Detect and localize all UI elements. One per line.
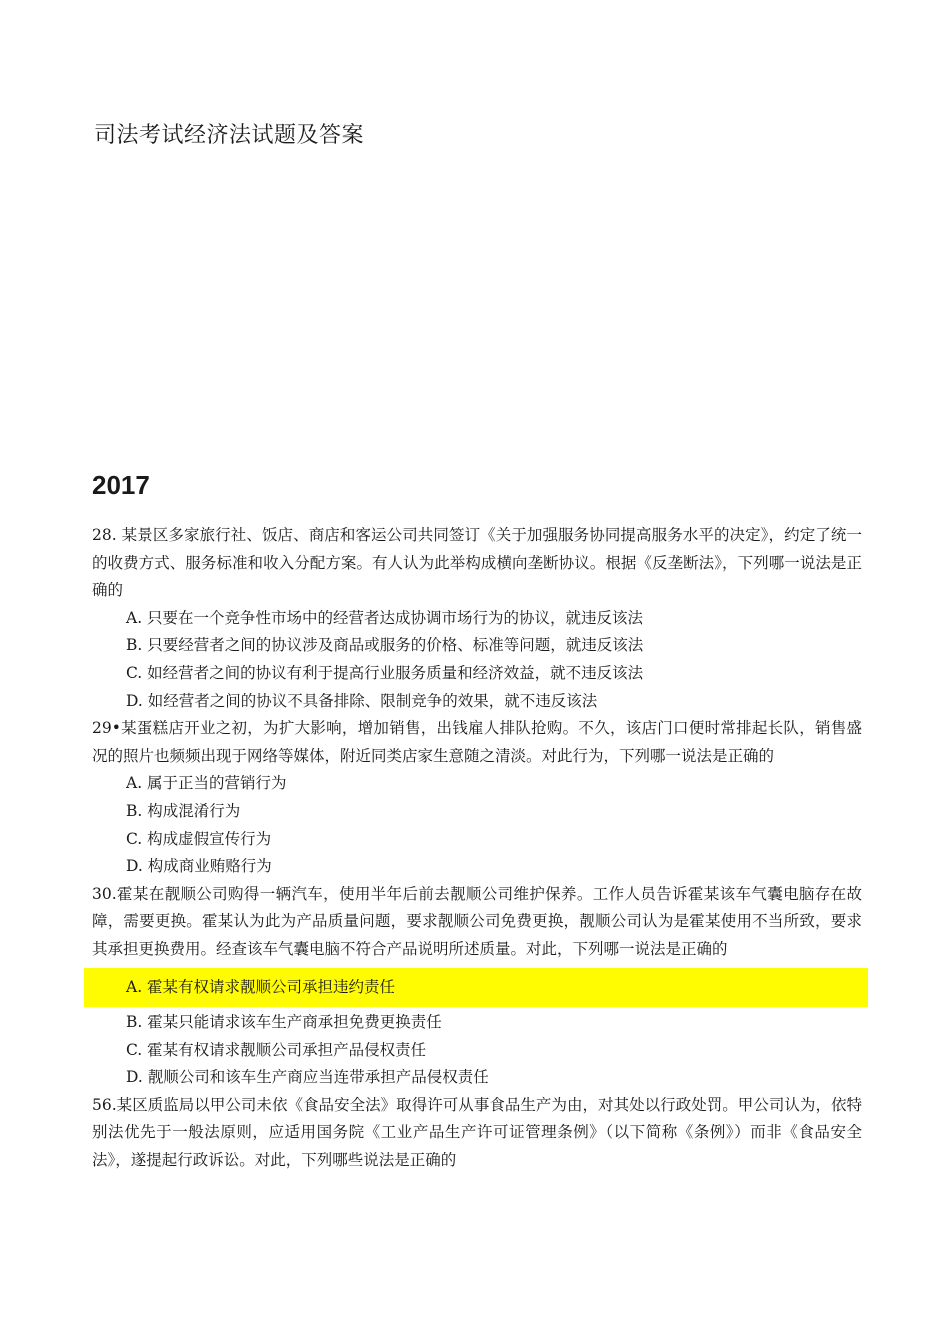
option-a: A. 属于正当的营销行为 [126,774,287,793]
question-stem: 29•某蛋糕店开业之初，为扩大影响，增加销售，出钱雇人排队抢购。不久，该店门口便时常排起长队，销售盛况的照片也频频出现于网络等媒体，附近同类店家生意随之清淡。对此行为，下列哪一说法是正确的 [92,719,862,765]
document-title: 司法考试经济法试题及答案 [94,123,365,148]
question-list [92,522,862,1175]
question-stem: 30.霍某在靓顺公司购得一辆汽车，使用半年后前去靓顺公司维护保养。工作人员告诉霍某该车气囊电脑存在故障，需要更换。霍某认为此为产品质量问题，要求靓顺公司免费更换，靓顺公司认为是霍某使用不当所致，要求其承担更换费用。经查该车气囊电脑不符合产品说明所述质量。对此，下列哪一说法是正确的 [92,884,862,958]
question-28 [92,522,862,715]
option-c: C. 霍某有权请求靓顺公司承担产品侵权责任 [126,1040,427,1059]
question-30 [92,881,862,1092]
option-b: B. 霍某只能请求该车生产商承担免费更换责任 [126,1013,442,1032]
option-d: D. 构成商业贿赂行为 [126,857,272,876]
question-stem: 56.某区质监局以甲公司未依《食品安全法》取得许可从事食品生产为由，对其处以行政处罚。甲公司认为，依特别法优先于一般法原则，应适用国务院《工业产品生产许可证管理条例》（以下简称《条例》）而非《食品安全法》，遂提起行政诉讼。对此，下列哪些说法是正确的 [92,1095,862,1170]
option-d: D. 如经营者之间的协议不具备排除、限制竞争的效果，就不违反该法 [126,691,598,710]
option-a: A. 只要在一个竞争性市场中的经营者达成协调市场行为的协议，就违反该法 [126,608,644,627]
question-stem: 28. 某景区多家旅行社、饭店、商店和客运公司共同签订《关于加强服务协同提高服务水平的决定》，约定了统一的收费方式、服务标准和收入分配方案。有人认为此举构成横向垄断协议。根据《反垄断法》，下列哪一说法是正确的 [92,526,862,600]
year-heading: 2017 [92,470,150,500]
option-a-highlighted: A. 霍某有权请求靓顺公司承担违约责任 [84,968,868,1008]
option-c: C. 构成虚假宣传行为 [126,829,272,848]
option-b: B. 构成混淆行为 [126,801,241,820]
option-c: C. 如经营者之间的协议有利于提高行业服务质量和经济效益，就不违反该法 [126,663,644,682]
question-56 [92,1092,862,1175]
question-29 [92,715,862,881]
option-b: B. 只要经营者之间的协议涉及商品或服务的价格、标准等问题，就违反该法 [126,636,644,655]
option-d: D. 靓顺公司和该车生产商应当连带承担产品侵权责任 [126,1068,489,1087]
